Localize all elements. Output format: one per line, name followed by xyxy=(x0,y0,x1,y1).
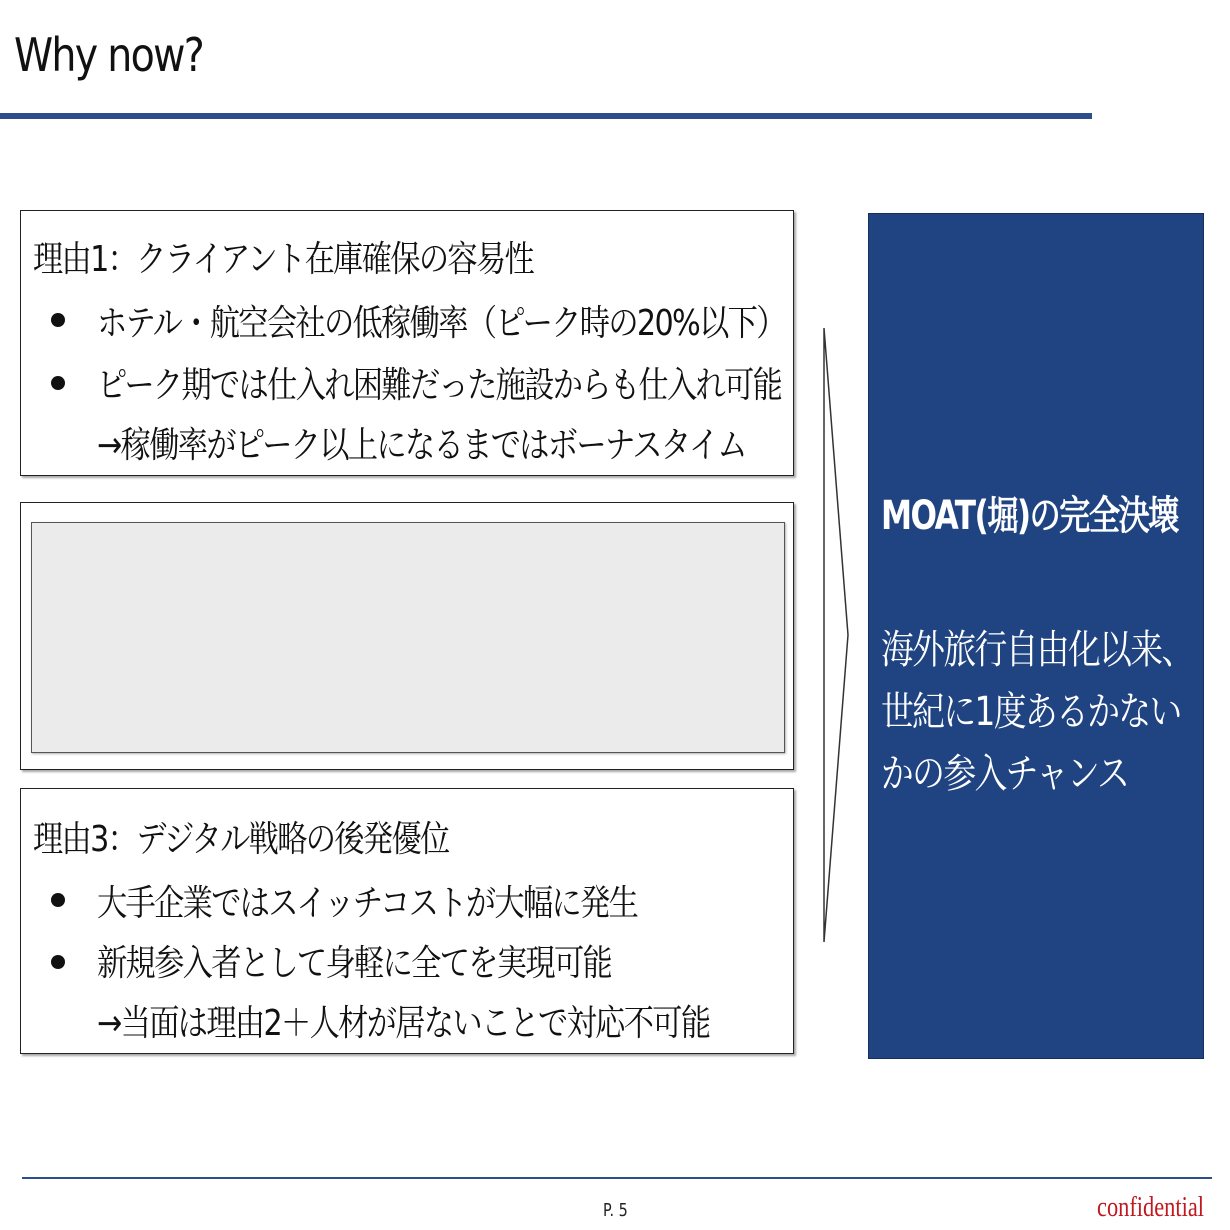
reason-1-bullet-1: ホテル・航空会社の低稼働率（ピーク時の20%以下） xyxy=(97,303,785,344)
page-number: P. 5 xyxy=(603,1200,628,1221)
reason-3-bullet-2: 新規参入者として身軽に全てを実現可能 xyxy=(97,943,612,984)
moat-panel xyxy=(868,213,1204,1059)
reason-1-box xyxy=(20,210,794,476)
reason-3-heading: 理由3：デジタル戦略の後発優位 xyxy=(33,819,449,860)
reason-3-box xyxy=(20,788,794,1054)
reason-1-note: →稼働率がピーク以上になるまではボーナスタイム xyxy=(97,425,746,466)
bullet-icon xyxy=(51,893,65,907)
bullet-icon xyxy=(51,313,65,327)
reason-2-box xyxy=(20,502,794,770)
reason-3-note: →当面は理由2＋人材が居ないことで対応不可能 xyxy=(97,1003,710,1044)
moat-line-3: かの参入チャンス xyxy=(881,751,1129,797)
redacted-panel xyxy=(31,522,785,753)
moat-line-1: 海外旅行自由化以来、 xyxy=(881,627,1193,673)
title-divider xyxy=(0,113,1092,119)
bullet-icon xyxy=(51,955,65,969)
footer-divider xyxy=(22,1177,1212,1179)
chevron-arrow-icon xyxy=(820,328,860,942)
page-title: Why now? xyxy=(14,28,204,82)
reason-3-bullet-1: 大手企業ではスイッチコストが大幅に発生 xyxy=(97,883,638,924)
confidential-label: confidential xyxy=(1097,1192,1204,1223)
moat-heading: MOAT(堀)の完全決壊 xyxy=(881,493,1178,539)
bullet-icon xyxy=(51,376,65,390)
moat-line-2: 世紀に1度あるかない xyxy=(881,689,1181,735)
reason-1-bullet-2: ピーク期では仕入れ困難だった施設からも仕入れ可能 xyxy=(97,365,782,406)
reason-1-heading: 理由1：クライアント在庫確保の容易性 xyxy=(33,239,534,280)
